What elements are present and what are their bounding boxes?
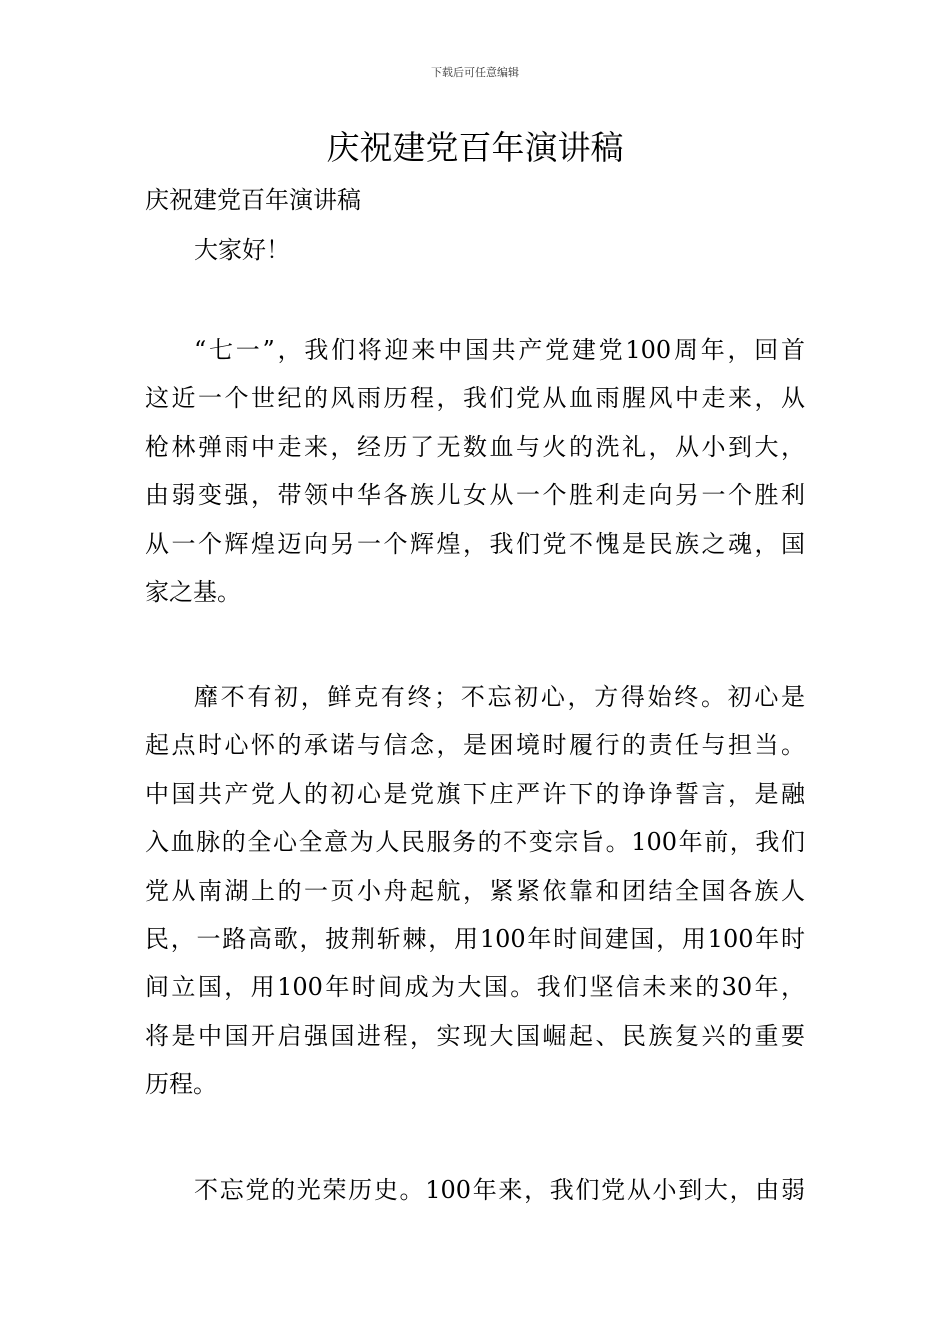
- paragraph-line: 入血脉的全心全意为人民服务的不变宗旨。100年前，我们: [145, 828, 805, 857]
- paragraph-line: 间立国，用100年时间成为大国。我们坚信未来的30年，: [145, 973, 805, 1002]
- paragraph-line: 起点时心怀的承诺与信念，是困境时履行的责任与担当。: [145, 731, 805, 760]
- paragraph-line: 民，一路高歌，披荆斩棘，用100年时间建国，用100年时: [145, 924, 805, 953]
- document-title: 庆祝建党百年演讲稿: [326, 128, 624, 167]
- paragraph-line: 不忘党的光荣历史。100年来，我们党从小到大，由弱: [194, 1176, 805, 1204]
- paragraph-line: 这近一个世纪的风雨历程，我们党从血雨腥风中走来，从: [145, 384, 805, 413]
- paragraph-line: 靡不有初，鲜克有终；不忘初心，方得始终。初心是: [194, 683, 805, 711]
- paragraph-line: 中国共产党人的初心是党旗下庄严许下的诤诤誓言，是融: [145, 779, 805, 808]
- paragraph-line: 家之基。: [145, 577, 241, 606]
- paragraph-line: 党从南湖上的一页小舟起航，紧紧依靠和团结全国各族人: [145, 876, 805, 905]
- paragraph-line: 枪林弹雨中走来，经历了无数血与火的洗礼，从小到大，: [145, 432, 805, 461]
- greeting: 大家好！: [194, 236, 290, 264]
- paragraph-line: “七一”，我们将迎来中国共产党建党100周年，回首: [194, 336, 805, 364]
- paragraph-line: 由弱变强，带领中华各族儿女从一个胜利走向另一个胜利: [145, 481, 805, 510]
- paragraph-1: [145, 326, 805, 616]
- paragraph-line: 从一个辉煌迈向另一个辉煌，我们党不愧是民族之魂，国: [145, 529, 805, 558]
- paragraph-3: [145, 1166, 805, 1214]
- paragraph-line: 历程。: [145, 1070, 217, 1099]
- paragraph-line: 将是中国开启强国进程，实现大国崛起、民族复兴的重要: [145, 1021, 805, 1050]
- header-note: 下载后可任意编辑: [431, 66, 519, 79]
- paragraph-2: [145, 673, 805, 1109]
- document-subtitle: 庆祝建党百年演讲稿: [145, 186, 361, 214]
